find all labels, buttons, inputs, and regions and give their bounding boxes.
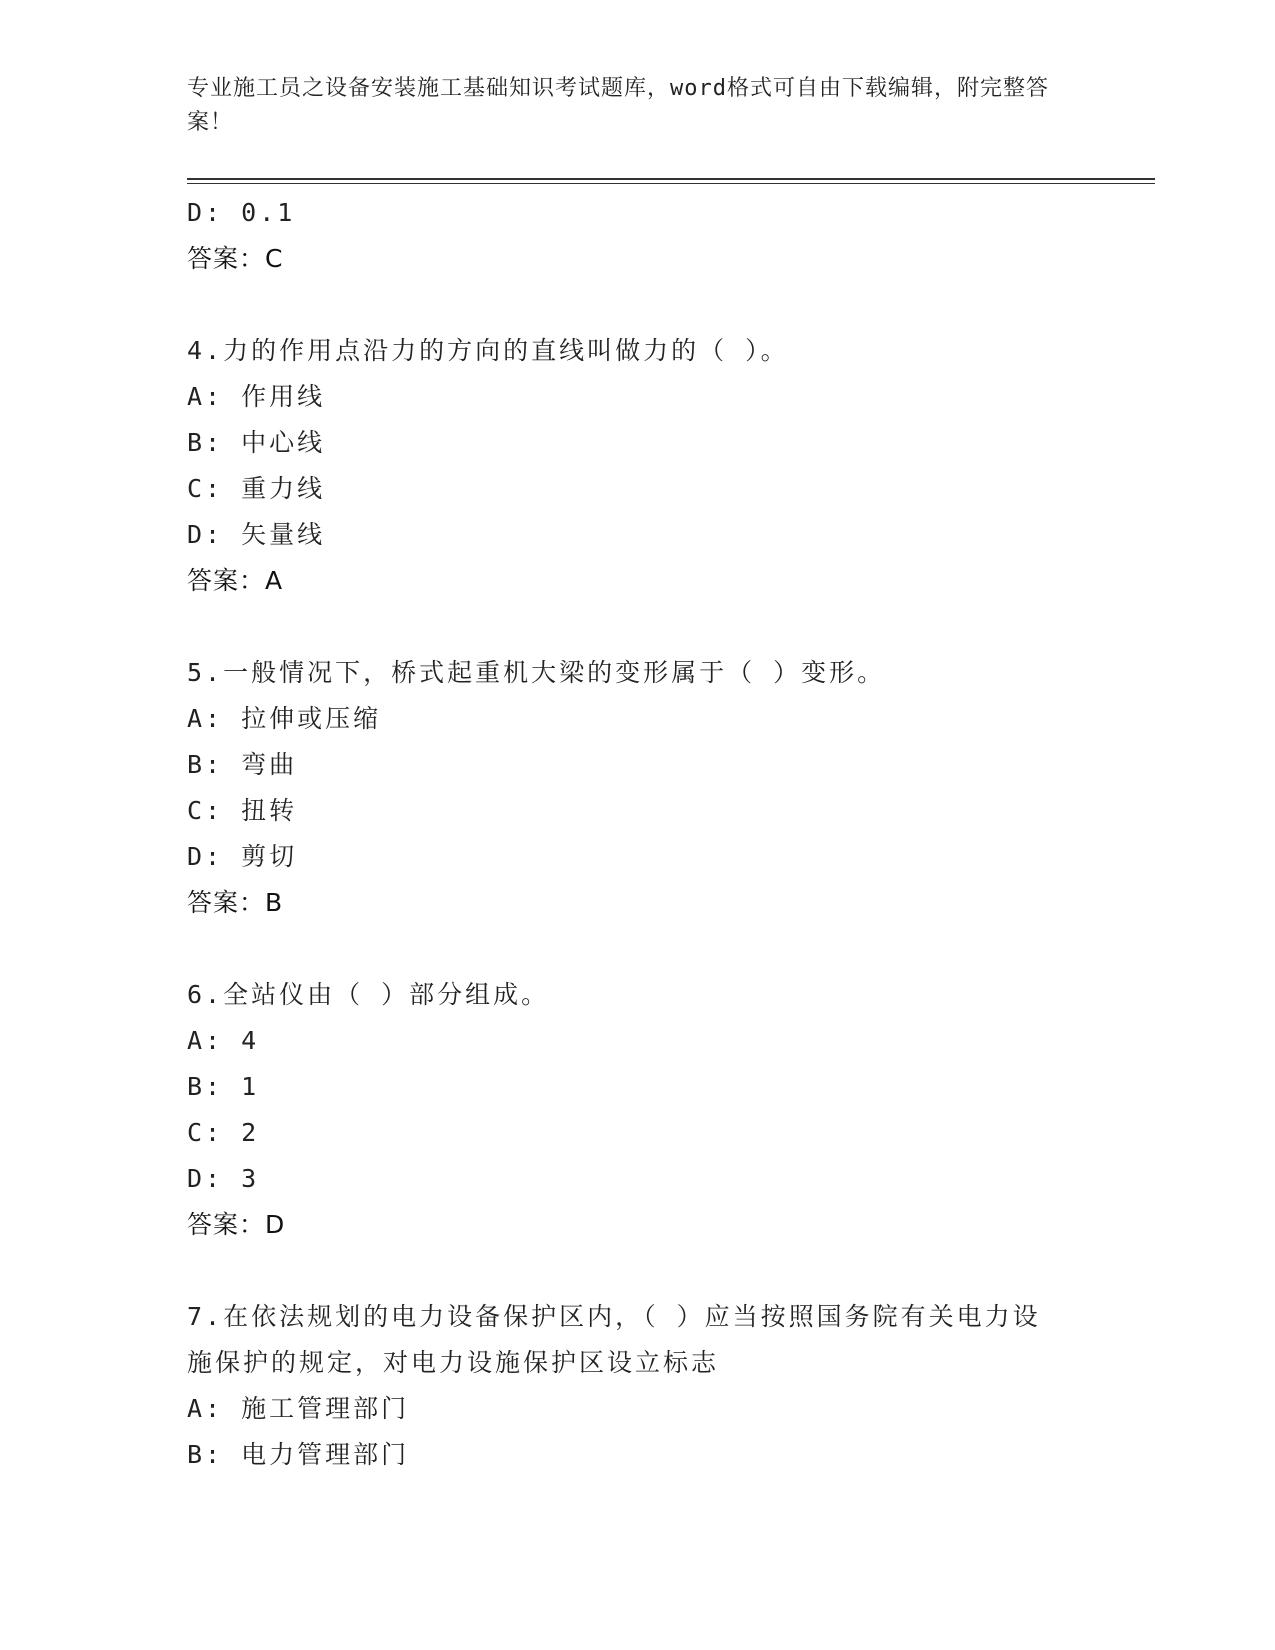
answer-line: 答案：C — [187, 244, 284, 273]
answer-line: 答案：D — [187, 1210, 286, 1239]
question-7 — [187, 1294, 1087, 1478]
question-text-line-1: 7.在依法规划的电力设备保护区内，（ ）应当按照国务院有关电力设 — [187, 1302, 1041, 1331]
question-6 — [187, 972, 1087, 1248]
option-d: D: 矢量线 — [187, 520, 326, 549]
option-c: C: 重力线 — [187, 474, 326, 503]
option-a: A: 拉伸或压缩 — [187, 704, 382, 733]
question-text: 5.一般情况下，桥式起重机大梁的变形属于（ ）变形。 — [187, 658, 886, 687]
spacer — [187, 926, 1087, 972]
option-c: C: 2 — [187, 1118, 260, 1147]
spacer — [187, 1248, 1087, 1294]
spacer — [187, 282, 1087, 328]
header-rule-thick — [187, 178, 1155, 180]
header-rule-thin — [187, 183, 1155, 184]
question-text: 4.力的作用点沿力的方向的直线叫做力的（ ）。 — [187, 336, 789, 365]
answer-line: 答案：A — [187, 566, 284, 595]
option-c: C: 扭转 — [187, 796, 298, 825]
option-d: D: 3 — [187, 1164, 260, 1193]
option-d: D: 0.1 — [187, 198, 296, 227]
option-b: B: 中心线 — [187, 428, 326, 457]
spacer — [187, 604, 1087, 650]
option-a: A: 施工管理部门 — [187, 1394, 410, 1423]
question-text-line-2: 施保护的规定，对电力设施保护区设立标志 — [187, 1348, 720, 1377]
option-b: B: 电力管理部门 — [187, 1440, 410, 1469]
document-header: 专业施工员之设备安装施工基础知识考试题库，word格式可自由下载编辑，附完整答案！ — [187, 76, 1049, 135]
option-a: A: 作用线 — [187, 382, 326, 411]
option-b: B: 1 — [187, 1072, 260, 1101]
question-text: 6.全站仪由（ ）部分组成。 — [187, 980, 550, 1009]
option-b: B: 弯曲 — [187, 750, 298, 779]
question-4 — [187, 328, 1087, 604]
question-5 — [187, 650, 1087, 926]
option-d: D: 剪切 — [187, 842, 298, 871]
document-body — [187, 190, 1087, 1478]
answer-line: 答案：B — [187, 888, 284, 917]
option-a: A: 4 — [187, 1026, 260, 1055]
